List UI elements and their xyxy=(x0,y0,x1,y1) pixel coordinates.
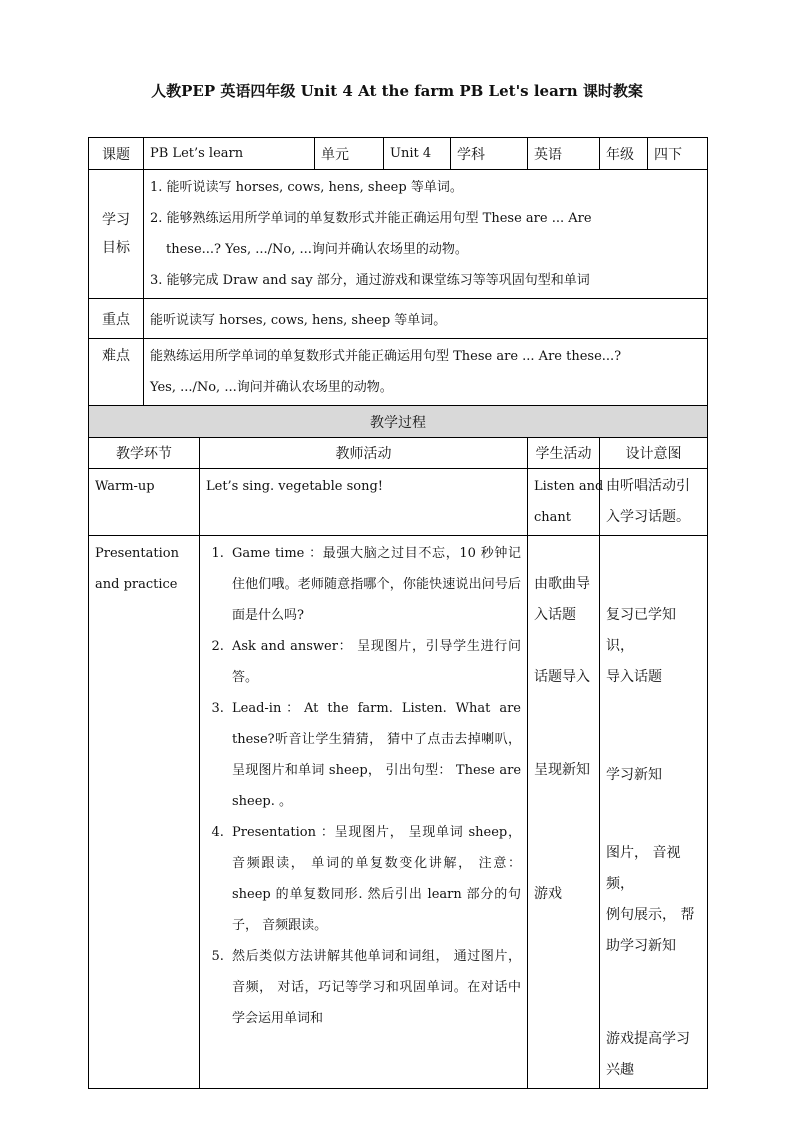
topic-label: 课题 xyxy=(89,138,144,170)
goals-label: 学习目标 xyxy=(89,170,144,299)
presentation-intent xyxy=(600,536,708,1089)
teacher-step: 3. Lead-in：At the farm. Listen. What are these?听音让学生猜猜， 猜中了点击去掉喇叭， 呈现图片和单词 sheep， 引出句型： These are sheep. 。 xyxy=(228,693,521,817)
intent-line: 助学习新知 xyxy=(606,938,677,954)
intent-line: 例句展示， 帮 xyxy=(606,907,695,923)
goal-line: 3. 能够完成 Draw and say 部分，通过游戏和课堂练习等等巩固句型和单词 xyxy=(150,273,590,288)
process-section-title: 教学过程 xyxy=(89,406,708,438)
presentation-stage-line: and practice xyxy=(95,577,178,592)
presentation-student xyxy=(528,536,600,1089)
goal-line: 1. 能听说读写 horses, cows, hens, sheep 等单词。 xyxy=(150,180,463,195)
intent-line: 游戏提高学习 xyxy=(606,1031,691,1047)
warmup-intent-line: 入学习话题。 xyxy=(606,509,691,525)
intent-line: 复习已学知识， xyxy=(606,607,677,654)
header-teacher: 教师活动 xyxy=(200,438,528,469)
warmup-teacher: Let’s sing. vegetable song! xyxy=(200,469,528,536)
student-activity: 话题导入 xyxy=(534,669,591,685)
teacher-step: 1. Game time ：最强大脑之过目不忘，10 秒钟记住他们哦。老师随意指哪个，你能快速说出问号后面是什么吗? xyxy=(228,538,521,631)
student-activity: 游戏 xyxy=(534,886,563,902)
intent-line: 导入话题 xyxy=(606,669,663,685)
difficulties-label: 难点 xyxy=(89,339,144,406)
header-student: 学生活动 xyxy=(528,438,600,469)
teacher-step: 2. Ask and answer： 呈现图片，引导学生进行问答。 xyxy=(228,631,521,693)
unit-label: 单元 xyxy=(315,138,384,170)
difficulty-line: 能熟练运用所学单词的单复数形式并能正确运用句型 These are ... Are these...? xyxy=(150,349,622,364)
presentation-stage xyxy=(89,536,200,1089)
goal-line: 2. 能够熟练运用所学单词的单复数形式并能正确运用句型 These are ... Are xyxy=(150,211,592,226)
goal-line: these...? Yes, .../No, ...询问并确认农场里的动物。 xyxy=(166,242,468,257)
header-stage: 教学环节 xyxy=(89,438,200,469)
lesson-plan-table xyxy=(88,137,708,1089)
grade-value: 四下 xyxy=(648,138,708,170)
presentation-teacher xyxy=(200,536,528,1089)
warmup-intent-line: 由听唱活动引 xyxy=(606,478,691,494)
warmup-intent xyxy=(600,469,708,536)
student-activity: 入话题 xyxy=(534,607,577,623)
difficulty-line: Yes, .../No, ...询问并确认农场里的动物。 xyxy=(150,380,393,395)
key-points-label: 重点 xyxy=(89,299,144,339)
grade-label: 年级 xyxy=(600,138,648,170)
key-points-text: 能听说读写 horses, cows, hens, sheep 等单词。 xyxy=(144,299,708,339)
difficulties-content xyxy=(144,339,708,406)
teacher-step: 5. 然后类似方法讲解其他单词和词组， 通过图片， 音频， 对话，巧记等学习和巩固单词。在对话中学会运用单词和 xyxy=(228,941,521,1034)
subject-label: 学科 xyxy=(451,138,528,170)
warmup-student-line: Listen and xyxy=(534,479,604,494)
intent-line: 兴趣 xyxy=(606,1062,635,1078)
subject-value: 英语 xyxy=(528,138,600,170)
student-activity: 由歌曲导 xyxy=(534,576,591,592)
goals-content xyxy=(144,170,708,299)
header-intent: 设计意图 xyxy=(600,438,708,469)
unit-value: Unit 4 xyxy=(384,138,451,170)
page-title: 人教PEP 英语四年级 Unit 4 At the farm PB Let's learn 课时教案 xyxy=(151,82,643,100)
presentation-stage-line: Presentation xyxy=(95,546,179,561)
student-activity: 呈现新知 xyxy=(534,762,591,778)
teacher-step: 4. Presentation ：呈现图片， 呈现单词 sheep， 音频跟读， 单词的单复数变化讲解， 注意：sheep 的单复数同形. 然后引出 learn 部分的句子， 音频跟读。 xyxy=(228,817,521,941)
intent-line: 图片， 音视频， xyxy=(606,845,681,892)
intent-line: 学习新知 xyxy=(606,767,663,783)
warmup-stage: Warm-up xyxy=(89,469,200,536)
warmup-student xyxy=(528,469,604,536)
warmup-student-line: chant xyxy=(534,510,572,525)
topic-value: PB Let’s learn xyxy=(144,138,315,170)
